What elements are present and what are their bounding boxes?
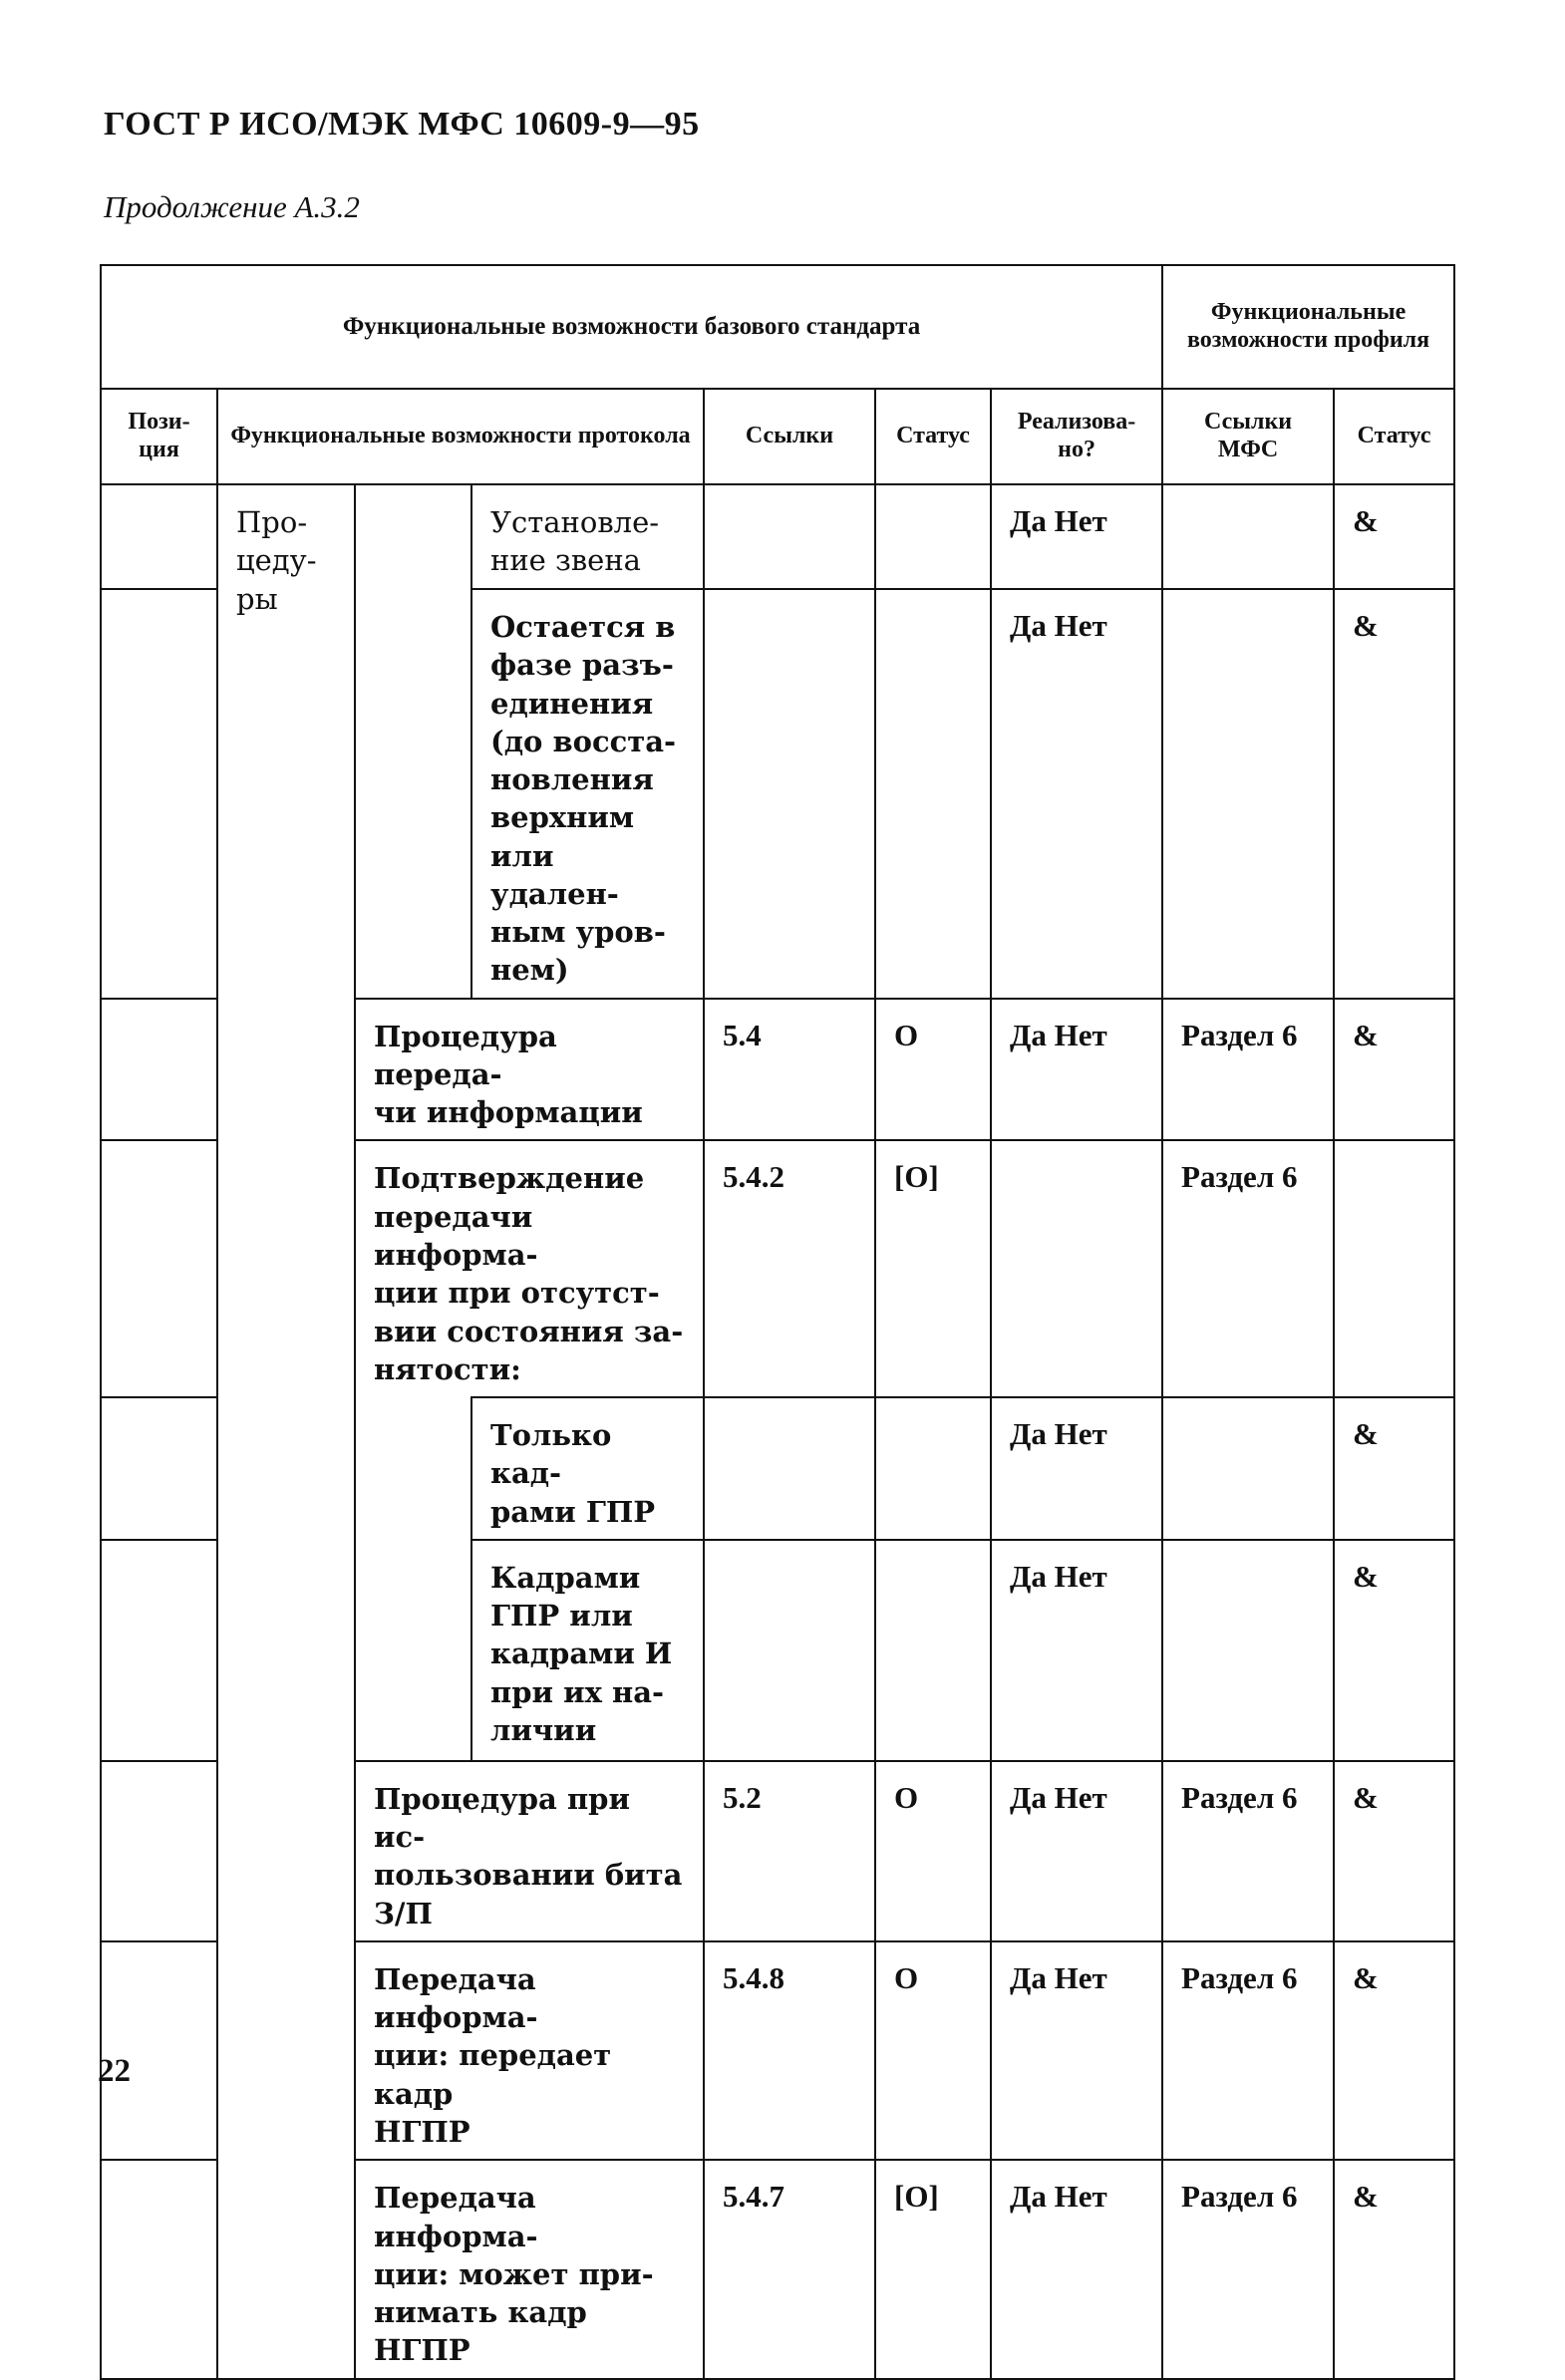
- status-cell: [875, 484, 991, 589]
- position-cell: [101, 484, 217, 589]
- implemented-cell: [991, 1140, 1162, 1397]
- position-cell: [101, 1941, 217, 2160]
- capability-cell: Остается в фазе разъ- единения (до восста- новления верхним или удален- ным уров- нем): [471, 589, 704, 999]
- capability-cell: Кадрами ГПР или кадрами И при их на- личии: [471, 1540, 704, 1761]
- ref-cell: 5.4.8: [704, 1941, 875, 2160]
- implemented-cell: Да Нет: [991, 1941, 1162, 2160]
- refs-column-header: Ссылки: [704, 389, 875, 484]
- ref-cell: [704, 484, 875, 589]
- position-column-header: Пози- ция: [101, 389, 217, 484]
- implemented-cell: Да Нет: [991, 589, 1162, 999]
- implemented-cell: Да Нет: [991, 484, 1162, 589]
- status-cell: [875, 589, 991, 999]
- implemented-cell: Да Нет: [991, 999, 1162, 1141]
- base-standard-header: Функциональные возможности базового стандарта: [101, 265, 1162, 389]
- page-number: 22: [98, 2053, 131, 2089]
- capability-cell: Установле- ние звена: [471, 484, 704, 589]
- profile-status-cell: &: [1334, 589, 1454, 999]
- implemented-cell: Да Нет: [991, 1761, 1162, 1941]
- mfs-ref-cell: Раздел 6: [1162, 1761, 1334, 1941]
- indent-cell: [355, 1397, 471, 1761]
- ref-cell: 5.4.7: [704, 2160, 875, 2378]
- ref-cell: 5.2: [704, 1761, 875, 1941]
- mfs-ref-cell: [1162, 1540, 1334, 1761]
- ref-cell: [704, 1397, 875, 1540]
- position-cell: [101, 1397, 217, 1540]
- group-label-procedures: Про- цеду- ры: [217, 484, 355, 2379]
- mfs-ref-cell: [1162, 589, 1334, 999]
- profile-status-cell: &: [1334, 1540, 1454, 1761]
- position-cell: [101, 1540, 217, 1761]
- document-title: ГОСТ Р ИСО/МЭК МФС 10609-9—95: [104, 106, 700, 143]
- position-cell: [101, 999, 217, 1141]
- profile-status-cell: [1334, 1140, 1454, 1397]
- profile-status-column-header: Статус: [1334, 389, 1454, 484]
- status-cell: [875, 1397, 991, 1540]
- ref-cell: 5.4.2: [704, 1140, 875, 1397]
- table-column-header-row: [101, 389, 1454, 484]
- capabilities-table: [100, 264, 1455, 2380]
- profile-status-cell: &: [1334, 1761, 1454, 1941]
- table-group-header-row: [101, 265, 1454, 389]
- position-cell: [101, 1761, 217, 1941]
- capability-cell: Только кад- рами ГПР: [471, 1397, 704, 1540]
- mfs-ref-cell: [1162, 1397, 1334, 1540]
- capability-cell: Процедура переда- чи информации: [355, 999, 704, 1141]
- capability-cell: Передача информа- ции: может при- нимать кадр НГПР: [355, 2160, 704, 2378]
- capability-column-header: Функциональные возможности протокола: [217, 389, 704, 484]
- status-cell: O: [875, 1941, 991, 2160]
- status-cell: [O]: [875, 2160, 991, 2378]
- profile-status-cell: &: [1334, 2160, 1454, 2378]
- status-cell: O: [875, 1761, 991, 1941]
- mfs-ref-cell: Раздел 6: [1162, 1140, 1334, 1397]
- status-cell: [O]: [875, 1140, 991, 1397]
- table-row: [101, 484, 1454, 589]
- mfs-ref-cell: Раздел 6: [1162, 999, 1334, 1141]
- mfs-ref-cell: Раздел 6: [1162, 1941, 1334, 2160]
- ref-cell: [704, 589, 875, 999]
- profile-status-cell: &: [1334, 999, 1454, 1141]
- status-column-header: Статус: [875, 389, 991, 484]
- implemented-column-header: Реализова- но?: [991, 389, 1162, 484]
- mfs-ref-cell: [1162, 484, 1334, 589]
- mfs-refs-column-header: Ссылки МФС: [1162, 389, 1334, 484]
- implemented-cell: Да Нет: [991, 1540, 1162, 1761]
- profile-status-cell: &: [1334, 484, 1454, 589]
- position-cell: [101, 2160, 217, 2378]
- status-cell: [875, 1540, 991, 1761]
- implemented-cell: Да Нет: [991, 1397, 1162, 1540]
- capability-cell: Передача информа- ции: передает кадр НГПР: [355, 1941, 704, 2160]
- status-cell: O: [875, 999, 991, 1141]
- profile-status-cell: &: [1334, 1397, 1454, 1540]
- capability-cell: Процедура при ис- пользовании бита З/П: [355, 1761, 704, 1941]
- capability-cell: Подтверждение передачи информа- ции при отсутст- вии состояния за- нятости:: [355, 1140, 704, 1397]
- ref-cell: [704, 1540, 875, 1761]
- indent-cell: [355, 484, 471, 999]
- ref-cell: 5.4: [704, 999, 875, 1141]
- position-cell: [101, 1140, 217, 1397]
- mfs-ref-cell: Раздел 6: [1162, 2160, 1334, 2378]
- profile-header: Функциональные возможности профиля: [1162, 265, 1454, 389]
- position-cell: [101, 589, 217, 999]
- continuation-label: Продолжение А.3.2: [104, 189, 360, 224]
- profile-status-cell: &: [1334, 1941, 1454, 2160]
- implemented-cell: Да Нет: [991, 2160, 1162, 2378]
